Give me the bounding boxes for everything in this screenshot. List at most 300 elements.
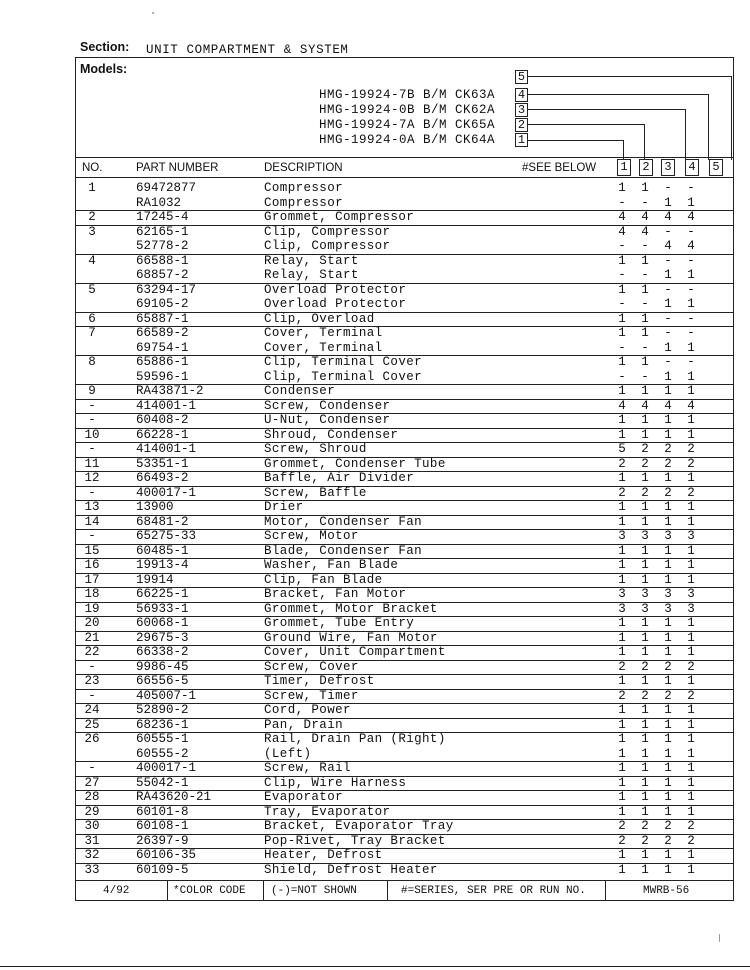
col-header-see-below: #SEE BELOW [522,162,597,174]
table-row [76,370,733,386]
item-number: 2 [88,210,96,224]
quantity-model-4: - [687,181,695,195]
quantity-model-2: 1 [641,181,649,195]
part-number: 13900 [136,500,174,514]
part-description: Clip, Wire Harness [264,775,407,790]
quantity-model-4: - [687,355,695,369]
model-line: HMG-19924-7B B/M CK63A [319,88,496,102]
model-box-5: 5 [515,70,528,84]
table-row [76,674,733,690]
header-rule [75,157,734,158]
quantity-model-4: 2 [687,688,695,703]
part-number: 66556-5 [136,674,189,688]
quantity-model-2: 2 [641,833,649,848]
part-number: 53351-1 [136,456,189,471]
quantity-model-1: 1 [618,645,626,659]
table-row [76,297,733,313]
quantity-model-1: 2 [618,819,626,833]
part-description: Cord, Power [264,703,351,717]
part-description: Clip, Overload [264,311,375,326]
part-number: RA1032 [136,195,182,210]
col-box-1: 1 [617,159,631,176]
quantity-model-2: 2 [641,819,649,833]
part-description: Ground Wire, Fan Motor [264,630,438,645]
quantity-model-1: 1 [618,746,626,761]
quantity-model-3: - [664,224,672,239]
item-number: 4 [88,253,96,268]
item-number: 20 [84,616,100,630]
table-row [76,355,733,370]
part-number: 55042-1 [136,775,189,790]
table-row [76,645,733,661]
part-number: 400017-1 [136,485,197,500]
part-description: Grommet, Tube Entry [264,616,415,630]
quantity-model-3: 1 [664,500,672,514]
quantity-model-1: 1 [618,732,626,746]
quantity-model-1: 2 [618,833,626,848]
part-description: Overload Protector [264,282,407,297]
quantity-model-2: 3 [641,529,649,543]
part-number: 19913-4 [136,558,189,572]
table-row [76,210,733,226]
quantity-model-3: 1 [664,746,672,761]
quantity-model-2: 1 [641,746,649,761]
section-label: Section: [80,40,130,54]
part-number: 66588-1 [136,253,189,268]
quantity-model-3: 1 [664,340,672,355]
quantity-model-4: 3 [687,601,695,616]
quantity-model-4: 3 [687,587,695,601]
part-description: Clip, Compressor [264,239,391,253]
quantity-model-1: 1 [618,804,626,819]
quantity-model-2: 4 [641,224,649,239]
quantity-model-3: 1 [664,384,672,398]
part-number: 60109-5 [136,862,189,877]
quantity-model-1: 1 [618,311,626,326]
part-number: 19914 [136,572,174,587]
table-row [76,805,733,821]
quantity-model-2: 1 [641,572,649,587]
part-description: Shield, Defrost Heater [264,862,438,877]
quantity-model-3: 1 [664,572,672,587]
quantity-model-1: 1 [618,500,626,514]
part-description: Drier [264,500,304,514]
col-box-2: 2 [639,159,653,176]
quantity-model-4: 1 [687,804,695,819]
quantity-model-4: 1 [687,761,695,775]
part-number: 69754-1 [136,340,189,355]
part-number: 52890-2 [136,703,189,717]
table-row [76,196,733,212]
models-label: Models: [80,62,128,76]
quantity-model-4: 2 [687,659,695,674]
table-row [76,819,733,835]
quantity-model-2: 1 [641,384,649,398]
item-number: 19 [84,601,100,616]
quantity-model-3: 1 [664,369,672,384]
quantity-model-4: 4 [687,210,695,224]
quantity-model-2: 1 [641,543,649,558]
quantity-model-4: 1 [687,746,695,761]
footer-series-note: #=SERIES, SER PRE OR RUN NO. [401,885,586,897]
quantity-model-3: 1 [664,804,672,819]
table-row [76,515,733,531]
quantity-model-2: 1 [641,674,649,688]
table-row [76,312,733,328]
table-row [76,529,733,545]
part-description: Relay, Start [264,253,359,268]
col-header-description: DESCRIPTION [264,162,343,174]
quantity-model-3: - [664,326,672,340]
quantity-model-1: 2 [618,659,626,674]
item-number: 15 [84,543,100,558]
quantity-model-2: 1 [641,326,649,340]
quantity-model-1: 1 [618,471,626,485]
table-row [76,384,733,400]
item-number: - [88,442,96,456]
quantity-model-2: 1 [641,355,649,369]
quantity-model-2: 4 [641,398,649,413]
part-description: Cover, Terminal [264,340,383,355]
part-description: Screw, Condenser [264,398,391,413]
quantity-model-1: 1 [618,427,626,442]
quantity-model-2: 1 [641,645,649,659]
quantity-model-3: 2 [664,456,672,471]
quantity-model-4: 2 [687,819,695,833]
quantity-model-3: 1 [664,543,672,558]
table-row [76,602,733,618]
quantity-model-4: 1 [687,703,695,717]
table-row [76,544,733,560]
part-number: 69472877 [136,181,197,195]
quantity-model-4: 1 [687,500,695,514]
quantity-model-1: - [618,340,626,355]
quantity-model-1: 4 [618,210,626,224]
part-number: 65275-33 [136,529,197,543]
table-row [76,268,733,284]
part-description: Timer, Defrost [264,674,375,688]
model-box-1: 1 [515,133,528,147]
quantity-model-3: - [664,282,672,297]
footer-date: 4/92 [103,885,130,897]
quantity-model-1: 1 [618,384,626,398]
table-row [76,718,733,734]
quantity-model-2: 1 [641,500,649,514]
item-number: 31 [84,833,100,848]
footer-color-code: *COLOR CODE [173,885,246,897]
part-number: 66338-2 [136,645,189,659]
quantity-model-2: 1 [641,282,649,297]
table-row [76,848,733,864]
table-row [76,631,733,647]
quantity-model-4: - [687,326,695,340]
quantity-model-4: 1 [687,297,695,311]
quantity-model-2: 1 [641,732,649,746]
quantity-model-2: 3 [641,587,649,601]
quantity-model-2: 3 [641,601,649,616]
part-number: 69105-2 [136,297,189,311]
quantity-model-2: 1 [641,790,649,804]
quantity-model-1: - [618,195,626,210]
part-description: Clip, Terminal Cover [264,355,423,369]
part-description: Shroud, Condenser [264,427,399,442]
quantity-model-1: 1 [618,717,626,732]
table-row [76,471,733,487]
table-row [76,863,733,878]
quantity-model-3: 1 [664,471,672,485]
part-description: Screw, Motor [264,529,359,543]
quantity-model-2: 2 [641,442,649,456]
quantity-model-3: 3 [664,601,672,616]
section-title: UNIT COMPARTMENT & SYSTEM [146,43,349,57]
quantity-model-3: 4 [664,210,672,224]
quantity-model-1: 1 [618,514,626,529]
quantity-model-1: 1 [618,253,626,268]
quantity-model-3: - [664,311,672,326]
part-description: Clip, Fan Blade [264,572,383,587]
quantity-model-1: 3 [618,601,626,616]
part-number: 56933-1 [136,601,189,616]
footer-divider [263,881,264,900]
quantity-model-3: 1 [664,717,672,732]
quantity-model-3: 3 [664,587,672,601]
quantity-model-4: 4 [687,398,695,413]
item-number: 28 [84,790,100,804]
part-description: Relay, Start [264,268,359,282]
quantity-model-1: 1 [618,790,626,804]
quantity-model-2: 1 [641,616,649,630]
quantity-model-4: 1 [687,340,695,355]
part-number: 59596-1 [136,369,189,384]
quantity-model-2: - [641,239,649,253]
quantity-model-1: - [618,239,626,253]
quantity-model-3: 1 [664,616,672,630]
quantity-model-3: 1 [664,630,672,645]
part-number: 29675-3 [136,630,189,645]
quantity-model-1: 3 [618,587,626,601]
item-number: 8 [88,355,96,369]
scan-speck [719,934,720,942]
part-description: Blade, Condenser Fan [264,543,423,558]
part-number: 17245-4 [136,210,189,224]
quantity-model-1: - [618,297,626,311]
quantity-model-1: 2 [618,688,626,703]
part-description: Screw, Baffle [264,485,367,500]
quantity-model-4: - [687,282,695,297]
part-number: 52778-2 [136,239,189,253]
footer-divider [167,881,168,900]
col-box-3: 3 [661,159,675,176]
part-number: 26397-9 [136,833,189,848]
quantity-model-4: 2 [687,442,695,456]
quantity-model-4: 1 [687,630,695,645]
quantity-model-4: 1 [687,717,695,732]
item-number: - [88,398,96,413]
item-number: 17 [84,572,100,587]
part-description: Cover, Terminal [264,326,383,340]
part-number: RA43871-2 [136,384,204,398]
quantity-model-3: 1 [664,413,672,427]
item-number: - [88,761,96,775]
part-number: 65887-1 [136,311,189,326]
quantity-model-3: 1 [664,195,672,210]
item-number: 14 [84,514,100,529]
quantity-model-3: 1 [664,775,672,790]
item-number: 25 [84,717,100,732]
part-description: Cover, Unit Compartment [264,645,446,659]
part-description: Screw, Rail [264,761,351,775]
part-description: Overload Protector [264,297,407,311]
table-row [76,689,733,705]
quantity-model-4: 1 [687,674,695,688]
part-description: Compressor [264,181,344,195]
table-row [76,573,733,589]
quantity-model-2: - [641,369,649,384]
part-description: Grommet, Compressor [264,210,415,224]
item-number: 26 [84,732,100,746]
quantity-model-3: 1 [664,674,672,688]
quantity-model-4: 1 [687,471,695,485]
table-row [76,747,733,763]
item-number: 10 [84,427,100,442]
quantity-model-3: 2 [664,659,672,674]
item-number: 30 [84,819,100,833]
table-row [76,239,733,255]
part-number: 63294-17 [136,282,197,297]
table-row [76,500,733,516]
quantity-model-2: 1 [641,804,649,819]
item-number: 3 [88,224,96,239]
quantity-model-4: 1 [687,616,695,630]
part-number: 405007-1 [136,688,197,703]
table-row [76,790,733,806]
quantity-model-2: 1 [641,630,649,645]
part-number: 60555-2 [136,746,189,761]
part-description: U-Nut, Condenser [264,413,391,427]
quantity-model-2: 1 [641,514,649,529]
model-line: HMG-19924-0B B/M CK62A [319,103,496,117]
col-box-5: 5 [709,159,723,176]
quantity-model-4: 1 [687,572,695,587]
quantity-model-4: 1 [687,195,695,210]
col-header-no: NO. [82,162,103,174]
quantity-model-1: 1 [618,703,626,717]
part-description: Baffle, Air Divider [264,471,415,485]
part-number: 68481-2 [136,514,189,529]
quantity-model-4: 1 [687,369,695,384]
quantity-model-4: 1 [687,514,695,529]
quantity-model-4: 4 [687,239,695,253]
quantity-model-3: 4 [664,398,672,413]
part-description: Pan, Drain [264,717,344,732]
footer-divider [387,881,388,900]
item-number: - [88,529,96,543]
quantity-model-2: - [641,340,649,355]
part-number: 60068-1 [136,616,189,630]
quantity-model-1: 1 [618,761,626,775]
quantity-model-4: 1 [687,732,695,746]
part-number: 60108-1 [136,819,189,833]
item-number: 27 [84,775,100,790]
part-description: Evaporator [264,790,344,804]
col-header-part-number: PART NUMBER [136,162,219,174]
item-number: - [88,659,96,674]
table-row [76,428,733,444]
item-number: 12 [84,471,100,485]
part-description: Bracket, Fan Motor [264,587,407,601]
quantity-model-2: 1 [641,703,649,717]
table-row [76,486,733,502]
part-number: 60101-8 [136,804,189,819]
part-number: 65886-1 [136,355,189,369]
quantity-model-3: 1 [664,645,672,659]
quantity-model-4: 2 [687,485,695,500]
item-number: 11 [84,456,100,471]
item-number: 7 [88,326,96,340]
quantity-model-4: 1 [687,848,695,862]
quantity-model-1: 2 [618,485,626,500]
item-number: 6 [88,311,96,326]
quantity-model-3: - [664,181,672,195]
quantity-model-3: 1 [664,790,672,804]
quantity-model-1: 3 [618,529,626,543]
quantity-model-1: 1 [618,326,626,340]
quantity-model-4: 1 [687,645,695,659]
item-number: 5 [88,282,96,297]
model-box-4: 4 [515,88,528,102]
part-description: Compressor [264,195,344,210]
footer-divider [605,881,606,900]
item-number: 18 [84,587,100,601]
item-number: - [88,688,96,703]
table-row [76,616,733,632]
table-row [76,341,733,357]
table-row [76,761,733,777]
item-number: - [88,485,96,500]
header-rule [75,177,734,178]
footer [75,880,734,901]
item-number: 1 [88,181,96,195]
part-description: Rail, Drain Pan (Right) [264,732,446,746]
quantity-model-1: 1 [618,848,626,862]
part-number: 66228-1 [136,427,189,442]
scan-speck [152,12,154,14]
table-row [76,703,733,719]
model-box-3: 3 [515,103,528,117]
item-number: 22 [84,645,100,659]
part-number: 68857-2 [136,268,189,282]
quantity-model-1: 2 [618,456,626,471]
item-number: 33 [84,862,100,877]
item-number: 29 [84,804,100,819]
table-row [76,442,733,458]
quantity-model-3: 1 [664,862,672,877]
table-row [76,732,733,747]
quantity-model-2: 1 [641,862,649,877]
quantity-model-3: 3 [664,529,672,543]
quantity-model-2: 1 [641,558,649,572]
item-number: 13 [84,500,100,514]
part-number: 60555-1 [136,732,189,746]
model-box-2: 2 [515,118,528,132]
model-line: HMG-19924-0A B/M CK64A [319,133,496,147]
quantity-model-1: 4 [618,224,626,239]
quantity-model-4: - [687,311,695,326]
quantity-model-2: 1 [641,761,649,775]
table-row [76,181,733,196]
item-number: 32 [84,848,100,862]
item-number: - [88,413,96,427]
